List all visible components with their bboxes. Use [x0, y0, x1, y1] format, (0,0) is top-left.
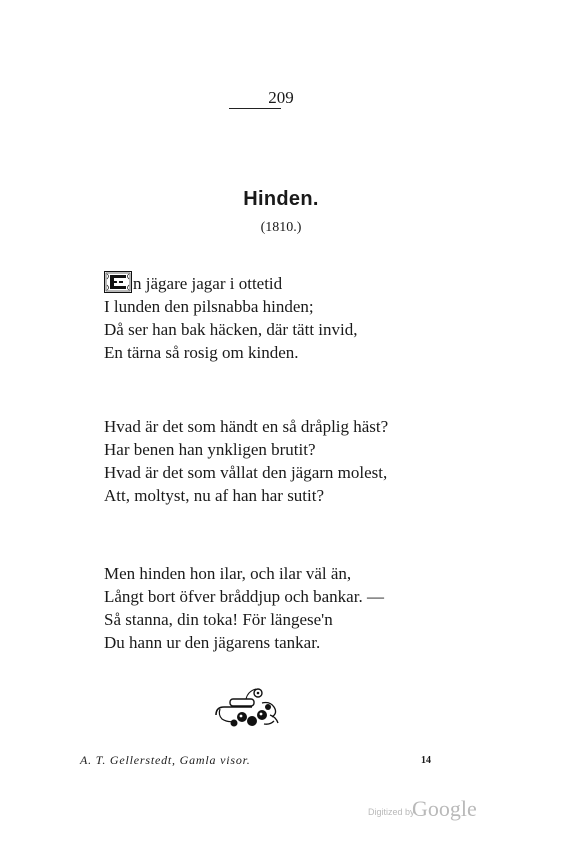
poem-line-2-2: Har benen han ynkligen brutit? — [104, 440, 316, 459]
poem-line-1-2: I lunden den pilsnabba hinden; — [104, 297, 314, 316]
poem-line-3-1: Men hinden hon ilar, och ilar väl än, — [104, 564, 352, 583]
stanza-1 — [104, 271, 358, 364]
poem-year: (1810.) — [260, 220, 302, 235]
watermark-brand: Google — [412, 796, 477, 821]
poem-title: Hinden. — [243, 188, 319, 210]
poem-line-3-3: Så stanna, din toka! För längese'n — [104, 610, 333, 629]
poem-line-2-1: Hvad är det som händt en så dråplig häst? — [104, 417, 389, 436]
poem-line-3-4: Du hann ur den jägarens tankar. — [104, 633, 321, 652]
digitized-watermark — [360, 796, 500, 822]
poem-line-1-3: Då ser han bak häcken, där tätt invid, — [104, 320, 358, 339]
floral-ornament-icon — [212, 685, 284, 729]
poem-line-1-1-text: n jägare jagar i ottetid — [133, 274, 283, 293]
ornate-initial-e-icon — [104, 271, 132, 293]
poem-line-1-1 — [104, 271, 358, 295]
page-number-rule — [229, 108, 281, 109]
poem-line-3-2: Långt bort öfver bråddjup och bankar. — — [104, 587, 384, 606]
poem-line-2-4: Att, moltyst, nu af han har sutit? — [104, 486, 325, 505]
poem-line-2-3: Hvad är det som vållat den jägarn molest, — [104, 463, 388, 482]
watermark-prefix: Digitized by — [368, 807, 415, 817]
footer-source: A. T. Gellerstedt, Gamla visor. — [80, 753, 251, 767]
stanza-2 — [104, 415, 388, 507]
poem-line-1-4: En tärna så rosig om kinden. — [104, 343, 299, 362]
footer-signature: 14 — [421, 755, 431, 766]
stanza-3 — [104, 562, 384, 654]
page-number: 209 — [268, 88, 294, 107]
